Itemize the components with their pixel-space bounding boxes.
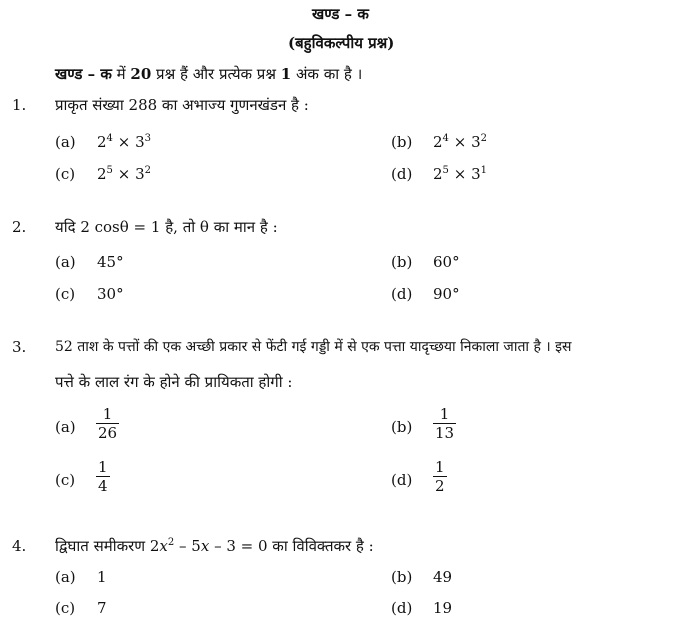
option-label: (a) (55, 133, 76, 151)
option-label: (c) (55, 471, 76, 489)
option-fraction: $\frac{1}{2}$ (435, 458, 445, 495)
question-text: प्राकृत संख्या 288 का अभाज्य गुणनखंडन है : (55, 96, 309, 114)
option-value: 45° (97, 253, 124, 271)
option-label: (b) (391, 133, 413, 151)
instruction-marks: 1 (280, 65, 292, 83)
instruction-text: प्रश्न हैं और प्रत्येक प्रश्न (151, 65, 281, 83)
question-number: 4. (12, 537, 27, 555)
instruction-question-count: 20 (130, 65, 152, 83)
option-label: (c) (55, 285, 76, 303)
section-title: खण्ड – क (312, 5, 369, 23)
option-label: (d) (391, 285, 413, 303)
question-text: द्विघात समीकरण $2x^2 - 5x - 3 = 0$ का विविक्तकर है : (55, 537, 374, 555)
question-number: 1. (12, 96, 27, 114)
option-label: (a) (55, 253, 76, 271)
option-label: (d) (391, 599, 413, 617)
option-label: (a) (55, 418, 76, 436)
option-value: $2^4 \times 3^3$ (97, 133, 151, 151)
option-label: (a) (55, 568, 76, 586)
instruction-text: अंक का है । (291, 65, 363, 83)
option-fraction: $\frac{1}{13}$ (435, 405, 455, 442)
section-instruction (55, 64, 362, 84)
option-label: (d) (391, 471, 413, 489)
instruction-text: में (111, 65, 131, 83)
option-value: 30° (97, 285, 124, 303)
question-text: यदि 2 cosθ = 1 है, तो θ का मान है : (55, 218, 278, 236)
option-value: 7 (97, 599, 107, 617)
option-value: 60° (433, 253, 460, 271)
option-label: (b) (391, 418, 413, 436)
option-label: (c) (55, 599, 76, 617)
option-label: (b) (391, 568, 413, 586)
option-label: (d) (391, 165, 413, 183)
option-value: $2^5 \times 3^2$ (97, 165, 151, 183)
question-number: 2. (12, 218, 27, 236)
option-value: $2^5 \times 3^1$ (433, 165, 487, 183)
option-fraction: $\frac{1}{26}$ (98, 405, 118, 442)
option-label: (c) (55, 165, 76, 183)
option-value: 1 (97, 568, 107, 586)
option-fraction: $\frac{1}{4}$ (98, 458, 108, 495)
option-value: 49 (433, 568, 453, 586)
section-subtitle: (बहुविकल्पीय प्रश्न) (288, 34, 395, 52)
instruction-section-name: खण्ड – क (55, 65, 112, 83)
option-value: 19 (433, 599, 453, 617)
question-text-line-2: पत्ते के लाल रंग के होने की प्रायिकता होगी : (55, 373, 293, 391)
option-value: 90° (433, 285, 460, 303)
question-text-line-1: 52 ताश के पत्तों की एक अच्छी प्रकार से फेंटी गई गड्डी में से एक पत्ता यादृच्छया निकाला जाता है । इस (55, 339, 572, 355)
option-label: (b) (391, 253, 413, 271)
question-number: 3. (12, 338, 27, 356)
option-value: $2^4 \times 3^2$ (433, 133, 487, 151)
